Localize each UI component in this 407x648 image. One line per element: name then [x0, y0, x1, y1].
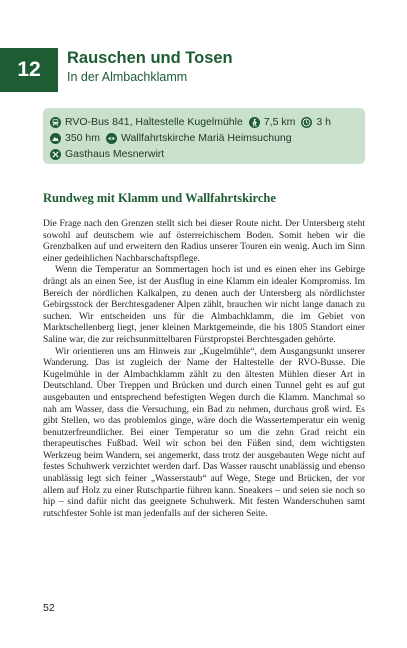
tour-number-badge: 12 — [0, 48, 58, 92]
info-duration-text: 3 h — [316, 116, 331, 128]
info-sight-text: Wallfahrtskirche Mariä Heimsuchung — [121, 132, 292, 144]
tour-title: Rauschen und Tosen — [67, 49, 233, 67]
clock-icon — [301, 117, 312, 128]
tour-info-box — [43, 108, 365, 164]
info-row — [50, 130, 365, 146]
info-row — [50, 146, 365, 162]
cutlery-icon — [50, 149, 61, 160]
info-elevation — [50, 132, 100, 144]
tour-header — [0, 48, 407, 92]
info-restaurant-text: Gasthaus Mesnerwirt — [65, 148, 165, 160]
info-bus — [50, 116, 243, 128]
tour-subtitle: In der Almbachklamm — [67, 70, 188, 84]
elevation-icon — [50, 133, 61, 144]
paragraph: Wenn die Temperatur an Sommertagen hoch ist und es einen eher ins Gebirge drängt als an einen See, ist der Ausflug in eine Klamm ein idealer Kompromiss. Im Bereich der nördlichen Kalkalpen, zu denen auch der Untersberg als nördlichster Gebirgsstock der Berchtesgadener Alpen zählt, brauchen wir nicht lange danach zu suchen. Wir entscheiden uns für die Almbachklamm, die im Gebiet von Marktschellenberg liegt, jener kleinen Marktgemeinde, die bis 1805 Standort einer Saline war, die zur reichsunmittelbaren Fürstpropstei Berchtesgaden gehörte. — [43, 265, 365, 345]
info-distance-text: 7,5 km — [263, 116, 296, 128]
paragraph: Die Frage nach den Grenzen stellt sich bei dieser Route nicht. Der Untersberg steht sowohl auf deutschem wie auf österreichischem Boden. Somit heben wir die Grenzbalken auf und erweitern den Radius unserer Touren ein wenig. Auch im Sinn einer gedeihlichen Nachbarschaftspflege. — [43, 219, 365, 264]
info-sight — [106, 132, 292, 144]
hiker-icon — [249, 117, 260, 128]
info-elevation-text: 350 hm — [65, 132, 101, 144]
page-number: 52 — [43, 602, 55, 614]
body-text — [43, 219, 365, 520]
info-row — [50, 114, 365, 130]
paragraph: Wir orientieren uns am Hinweis zur „Kugelmühle“, dem Ausgangsunkt unserer Wanderung. Das ist zugleich der Name der Haltestelle der RVO-Busse. Die Kugelmühle in der Almbachklamm zählt zu den ältesten Mühlen dieser Art in Deutschland. Über Treppen und Brücken und durch einen Tunnel geht es auf gut ausgebauten und entsprechend befestigten Wegen durch die Klamm. Manchmal so nah am Wasser, dass die Versuchung, ein Bad zu nehmen, durchaus groß wird. Es gibt Stellen, wo das problemlos ginge, wäre doch die Wassertemperatur ein wenig benutzerfreundlicher. Bei einer Temperatur so um die zehn Grad reicht ein therapeutisches Fußbad. Weil wir schon bei den Füßen sind, dem wichtigsten Werkzeug beim Wandern, sei angemerkt, dass trotz der ausgebauten Wege nicht auf festes Schuhwerk verzichtet werden darf. Das Wasser rauscht unablässig und ebenso unablässig legt sich feiner „Wasserstaub“ auf Wege, Stege und Brücken, der vor allem auf Holz zu einer Rutschpartie führen kann. Sneakers – und seien sie noch so hip – sind dafür nicht das geeignete Schuhwerk. Mit festen Wanderschuhen samt rutschfester Sohle ist man jedenfalls auf der sicheren Seite. — [43, 346, 365, 519]
info-duration — [301, 116, 331, 128]
info-bus-text: RVO-Bus 841, Haltestelle Kugelmühle — [65, 116, 243, 128]
bus-icon — [50, 117, 61, 128]
info-restaurant — [50, 148, 164, 160]
eye-icon — [106, 133, 117, 144]
section-heading: Rundweg mit Klamm und Wallfahrtskirche — [43, 191, 276, 205]
info-distance — [249, 116, 296, 128]
